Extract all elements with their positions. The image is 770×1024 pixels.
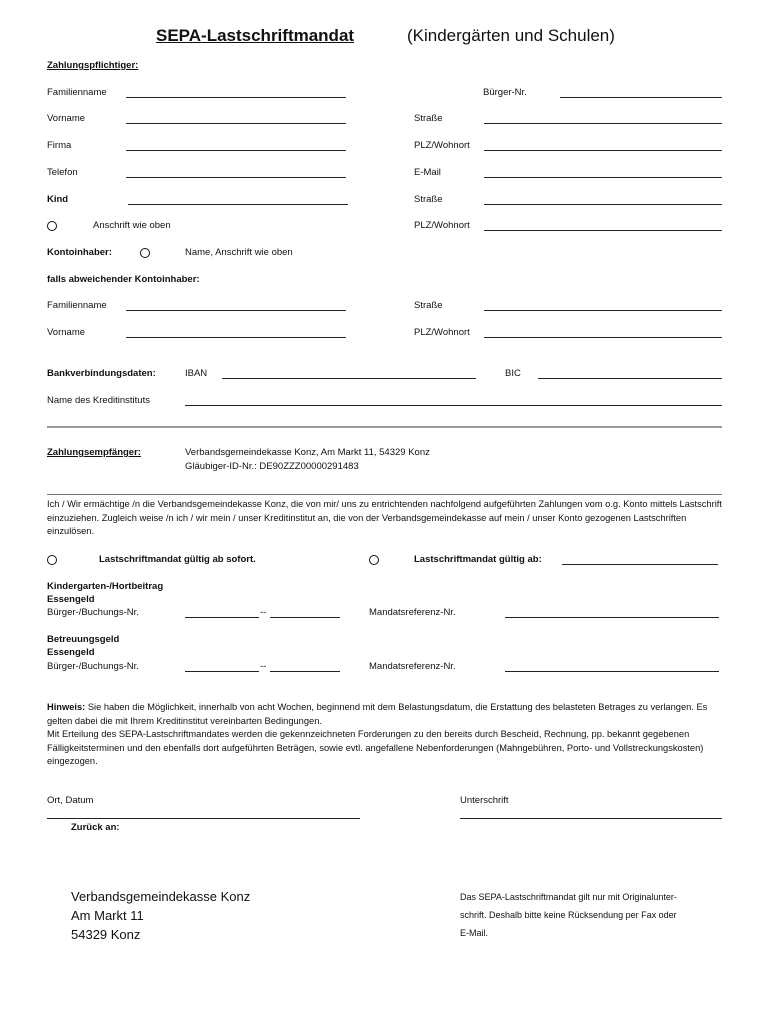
footer-note bbox=[460, 888, 730, 942]
holder-plz-label: PLZ/Wohnort bbox=[414, 327, 470, 338]
payer-vorname-label: Vorname bbox=[47, 113, 86, 124]
gueltig-ab-sofort-label: Lastschriftmandat gültig ab sofort. bbox=[99, 554, 256, 565]
ort-datum-field[interactable] bbox=[47, 818, 360, 819]
authorization-text: Ich / Wir ermächtige /n die Verbandsgemeindekasse Konz, die von mir/ uns zu entrichtenden nachfolgend aufgeführten Zahlungen vom o.g. Konto mittels Lastschrift einzuziehen. Zugleich weise /n ich / wir mein / unser Kreditinstitut an, die von der Verbandsgemeindekasse auf mein / unser Konto gezogenen Lastschriften einzulösen. bbox=[47, 499, 722, 536]
anschrift-wie-oben-label: Anschrift wie oben bbox=[93, 220, 171, 231]
kind-strasse-field[interactable] bbox=[484, 204, 722, 205]
block2-buchungsnr-label: Bürger-/Buchungs-Nr. bbox=[47, 661, 139, 672]
hint-label: Hinweis: bbox=[47, 702, 86, 712]
payer-email-field[interactable] bbox=[484, 177, 722, 178]
kind-label: Kind bbox=[47, 194, 69, 205]
hint-paragraph-1 bbox=[47, 701, 722, 728]
anschrift-wie-oben-radio[interactable] bbox=[47, 221, 57, 231]
gueltig-ab-date-field[interactable] bbox=[562, 564, 718, 565]
footer-note-line-2: schrift. Deshalb bitte keine Rücksendung per Fax oder bbox=[460, 910, 677, 920]
block1-mandatsref-label: Mandatsreferenz-Nr. bbox=[369, 607, 456, 618]
kind-field[interactable] bbox=[128, 204, 348, 205]
footer-note-line-1: Das SEPA-Lastschriftmandat gilt nur mit Originalunter- bbox=[460, 892, 677, 902]
glaeubiger-id: Gläubiger-ID-Nr.: DE90ZZZ00000291483 bbox=[185, 461, 359, 472]
kreditinstitut-field[interactable] bbox=[185, 405, 722, 406]
kontoinhaber-label: Kontoinhaber: bbox=[47, 247, 112, 258]
page-subtitle: (Kindergärten und Schulen) bbox=[407, 26, 615, 45]
payer-firma-field[interactable] bbox=[126, 150, 346, 151]
return-address bbox=[71, 887, 331, 944]
bic-label: BIC bbox=[505, 368, 521, 379]
block1-title: Kindergarten-/Hortbeitrag bbox=[47, 581, 164, 592]
block2-title: Betreuungsgeld bbox=[47, 634, 120, 645]
return-address-line-2: Am Markt 11 bbox=[71, 908, 144, 923]
payer-firma-label: Firma bbox=[47, 140, 72, 151]
payer-buergernr-field[interactable] bbox=[560, 97, 722, 98]
footer-note-line-3: E-Mail. bbox=[460, 928, 489, 938]
payer-telefon-field[interactable] bbox=[126, 177, 346, 178]
kreditinstitut-label: Name des Kreditinstituts bbox=[47, 395, 150, 406]
payer-email-label: E-Mail bbox=[414, 167, 441, 178]
zurueck-an-label: Zurück an: bbox=[71, 822, 120, 833]
bank-label: Bankverbindungsdaten: bbox=[47, 368, 156, 379]
payer-familienname-field[interactable] bbox=[126, 97, 346, 98]
abweichender-kontoinhaber-label: falls abweichender Kontoinhaber: bbox=[47, 274, 200, 285]
payer-strasse-label: Straße bbox=[414, 113, 443, 124]
payee-label: Zahlungsempfänger: bbox=[47, 447, 141, 458]
payer-plz-label: PLZ/Wohnort bbox=[414, 140, 470, 151]
return-address-line-3: 54329 Konz bbox=[71, 927, 141, 942]
payer-section-label: Zahlungspflichtiger: bbox=[47, 60, 139, 71]
kind-strasse-label: Straße bbox=[414, 194, 443, 205]
block1-buchungsnr-label: Bürger-/Buchungs-Nr. bbox=[47, 607, 139, 618]
block1-mandatsref-field[interactable] bbox=[505, 617, 719, 618]
unterschrift-field[interactable] bbox=[460, 818, 722, 819]
payer-familienname-label: Familienname bbox=[47, 87, 107, 98]
kind-plz-label: PLZ/Wohnort bbox=[414, 220, 470, 231]
holder-plz-field[interactable] bbox=[484, 337, 722, 338]
block2-essengeld: Essengeld bbox=[47, 647, 95, 658]
holder-vorname-field[interactable] bbox=[126, 337, 346, 338]
block2-buchungsnr-field-2[interactable] bbox=[270, 671, 340, 672]
block2-mandatsref-field[interactable] bbox=[505, 671, 719, 672]
block2-separator: -- bbox=[260, 661, 267, 672]
gueltig-ab-radio[interactable] bbox=[369, 555, 379, 565]
block1-buchungsnr-field-2[interactable] bbox=[270, 617, 340, 618]
holder-strasse-label: Straße bbox=[414, 300, 443, 311]
payer-telefon-label: Telefon bbox=[47, 167, 78, 178]
bic-field[interactable] bbox=[538, 378, 722, 379]
payer-buergernr-label: Bürger-Nr. bbox=[483, 87, 527, 98]
kind-plz-field[interactable] bbox=[484, 230, 722, 231]
iban-field[interactable] bbox=[222, 378, 476, 379]
gueltig-ab-label: Lastschriftmandat gültig ab: bbox=[414, 554, 542, 565]
section-divider bbox=[47, 426, 722, 428]
page-title: SEPA-Lastschriftmandat bbox=[156, 26, 355, 45]
kontoinhaber-option-label: Name, Anschrift wie oben bbox=[185, 247, 293, 258]
unterschrift-label: Unterschrift bbox=[460, 795, 509, 806]
holder-vorname-label: Vorname bbox=[47, 327, 86, 338]
return-address-line-1: Verbandsgemeindekasse Konz bbox=[71, 889, 251, 904]
block1-essengeld: Essengeld bbox=[47, 594, 95, 605]
payer-plz-field[interactable] bbox=[484, 150, 722, 151]
hint-text-1: Sie haben die Möglichkeit, innerhalb von acht Wochen, beginnend mit dem Belastungsdatum, die Erstattung des belasteten Betrages zu verlangen. Es gelten dabei die mit Ihrem Kreditinstitut vereinbarten Bedingungen. bbox=[47, 702, 708, 726]
section-divider-2 bbox=[47, 494, 722, 495]
kontoinhaber-radio[interactable] bbox=[140, 248, 150, 258]
block2-buchungsnr-field-1[interactable] bbox=[185, 671, 259, 672]
iban-label: IBAN bbox=[185, 368, 208, 379]
hint-paragraph-2: Mit Erteilung des SEPA-Lastschriftmandates werden die gekennzeichneten Forderungen zu den bereits durch Bescheid, Rechnung, pp. bekannt gegebenen Fälligkeitsterminen und den ebenfalls dort aufgeführten Beträgen, sowie evtl. angefallene Nebenforderungen (Mahngebühren, Porto- und Vollstreckungskosten) eingezogen. bbox=[47, 729, 704, 766]
gueltig-ab-sofort-radio[interactable] bbox=[47, 555, 57, 565]
payee-name: Verbandsgemeindekasse Konz, Am Markt 11, 54329 Konz bbox=[185, 447, 430, 458]
payer-vorname-field[interactable] bbox=[126, 123, 346, 124]
block1-buchungsnr-field-1[interactable] bbox=[185, 617, 259, 618]
holder-familienname-field[interactable] bbox=[126, 310, 346, 311]
ort-datum-label: Ort, Datum bbox=[47, 795, 94, 806]
block1-separator: -- bbox=[260, 607, 267, 618]
payer-strasse-field[interactable] bbox=[484, 123, 722, 124]
holder-familienname-label: Familienname bbox=[47, 300, 107, 311]
holder-strasse-field[interactable] bbox=[484, 310, 722, 311]
block2-mandatsref-label: Mandatsreferenz-Nr. bbox=[369, 661, 456, 672]
